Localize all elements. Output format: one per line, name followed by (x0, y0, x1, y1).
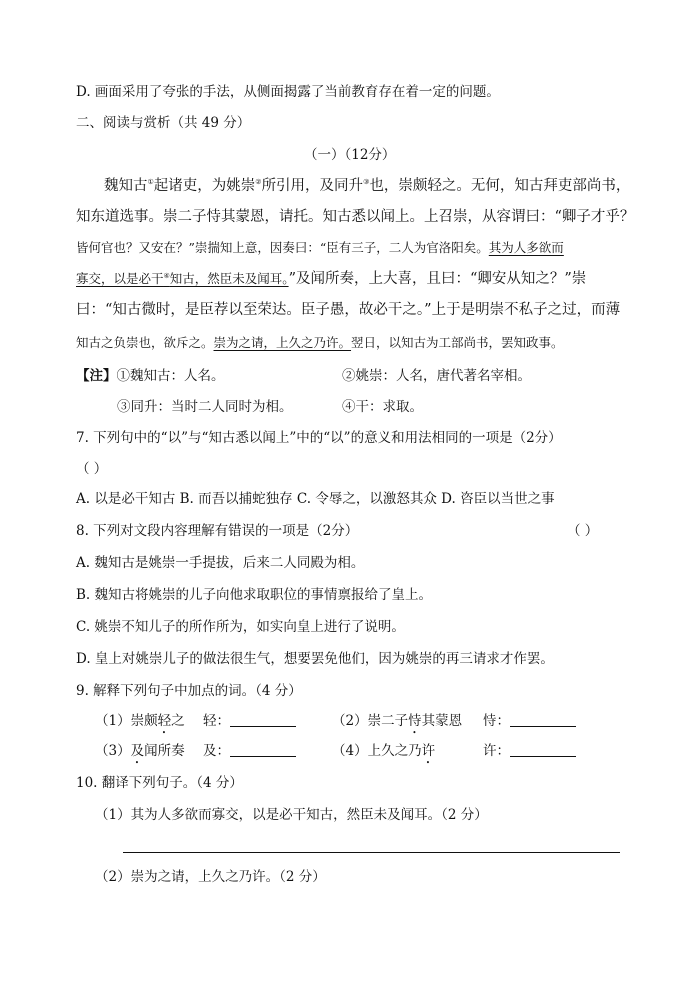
dotted-word-4: 许 (421, 743, 436, 759)
q8-option-b: B. 魏知古将姚崇的儿子向他求取职位的事情禀报给了皇上。 (76, 587, 433, 603)
note-4: ④干：求取。 (342, 399, 423, 415)
q9-blank-3[interactable] (230, 742, 296, 757)
footnote-mark-1: ① (147, 178, 154, 187)
passage-line-2: 知东道选事。崇二子恃其蒙恩，请托。知古悉以闻上。上召崇，从容谓曰：“卿子才乎？ (76, 209, 635, 225)
q9-answer-1: 轻： (203, 711, 296, 731)
passage-line-4: 寡交，以是必干④知古，然臣未及闻耳。”及闻所奏，上大喜，且曰：“卿安从知之？”崇 (76, 271, 587, 287)
q9-answer-3: 及： (203, 741, 296, 761)
passage-line-1: 魏知古①起诸吏，为姚崇②所引用，及同升③也，崇颇轻之。无何，知古拜吏部尚书， (104, 178, 631, 194)
dotted-word-3: 及 (130, 743, 145, 759)
q9-item-3: （3）及闻所奏 (95, 743, 185, 759)
q9-item-1: （1）崇颇轻之 (95, 713, 185, 729)
q7-answer-paren[interactable]: （ ） (76, 461, 108, 477)
passage-line-5: 曰：“知古微时，是臣荐以至荣达。臣子愚，故必干之。”上于是明崇不私子之过，而薄 (76, 302, 621, 318)
underlined-sentence-2: 崇为之请，上久之乃许。 (213, 335, 352, 350)
subsection-title: （一）（12分） (304, 147, 396, 163)
q9-blank-2[interactable] (510, 712, 576, 727)
passage-line-3: 皆何官也？又安在？”崇揣知上意，因奏曰：“臣有三子，二人为官洛阳矣。其为人多欲而 (76, 240, 564, 255)
q9-answer-2: 恃： (483, 711, 576, 731)
q9-answer-4: 许： (483, 741, 576, 761)
passage-line-6: 知古之负崇也，欲斥之。崇为之请，上久之乃许。翌日，以知古为工部尚书，罢知政事。 (76, 335, 564, 350)
dotted-word-1: 轻 (157, 713, 172, 729)
footnote-mark-4: ④ (163, 271, 170, 280)
q8-option-a: A. 魏知古是姚崇一手提拔，后来二人同殿为相。 (76, 555, 365, 571)
q9-item-2: （2）崇二子恃其蒙恩 (332, 713, 463, 729)
q10-sentence-2: （2）崇为之请，上久之乃许。（2 分） (95, 869, 326, 885)
q7-options: A. 以是必干知古 B. 而吾以捕蛇独存 C. 令辱之，以激怒其众 D. 咨臣以当世之事 (76, 491, 555, 507)
note-1: ①魏知古：人名。 (116, 368, 225, 384)
note-3: ③同升：当时二人同时为相。 (117, 399, 293, 415)
notes-row-1 (76, 366, 225, 386)
q10-answer-line-1[interactable] (123, 852, 620, 853)
q9-stem: 9. 解释下列句子中加点的词。（4 分） (76, 683, 302, 699)
q9-blank-1[interactable] (230, 712, 296, 727)
q9-blank-4[interactable] (510, 742, 576, 757)
q10-sentence-1: （1）其为人多欲而寡交，以是必干知古，然臣未及闻耳。（2 分） (95, 807, 488, 823)
notes-label: 【注】 (76, 368, 117, 384)
q8-option-d: D. 皇上对姚崇儿子的做法很生气，想要罢免他们，因为姚崇的再三请求才作罢。 (76, 651, 554, 667)
q9-item-4: （4）上久之乃许 (332, 743, 436, 759)
footnote-mark-3: ③ (363, 178, 370, 187)
q10-stem: 10. 翻译下列句子。（4 分） (76, 775, 243, 791)
q8-option-c: C. 姚崇不知儿子的所作所为，如实向皇上进行了说明。 (76, 619, 405, 635)
q8-stem: 8. 下列对文段内容理解有错误的一项是（2分） (76, 523, 359, 539)
option-d-previous: D. 画面采用了夸张的手法，从侧面揭露了当前教育存在着一定的问题。 (76, 84, 500, 100)
section-title: 二、阅读与赏析（共 49 分） (76, 115, 251, 131)
underlined-sentence-1a: 其为人多欲而 (488, 240, 564, 255)
dotted-word-2: 恃 (408, 713, 422, 729)
q7-stem: 7. 下列句中的“以”与“知古悉以闻上”中的“以”的意义和用法相同的一项是（2分） (76, 430, 562, 446)
note-2: ②姚崇：人名，唐代著名宰相。 (342, 368, 531, 384)
underlined-sentence-1b: 寡交，以是必干④知古，然臣未及闻耳。 (76, 271, 289, 286)
footnote-mark-2: ② (255, 178, 262, 187)
q8-answer-paren[interactable]: （ ） (567, 523, 599, 539)
